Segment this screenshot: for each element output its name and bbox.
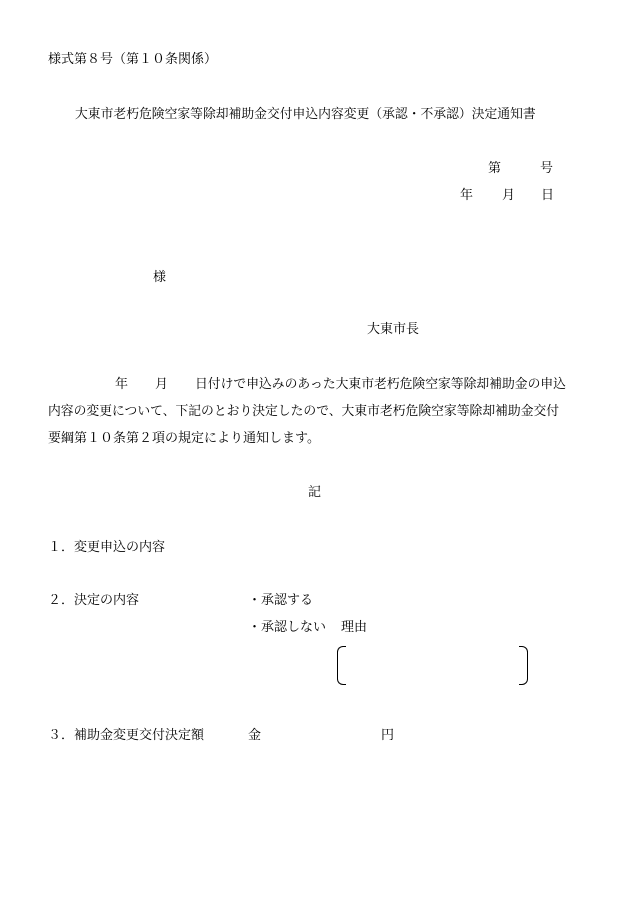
form-number: 様式第８号（第１０条関係） — [48, 52, 218, 67]
item-1-change-content: １．変更申込の内容 — [48, 540, 166, 555]
option-approve: ・承認する — [248, 593, 314, 608]
item-3-grant-amount: ３．補助金変更交付決定額 — [48, 728, 205, 743]
option-reject: ・承認しない — [248, 620, 327, 635]
reason-bracket-right — [519, 646, 528, 685]
date-day: 日 — [541, 188, 555, 203]
body-month: 月 — [155, 377, 169, 392]
body-line-1: 日付けで申込みのあった大東市老朽危険空家等除却補助金の申込 — [195, 377, 566, 392]
amount-en: 円 — [381, 728, 395, 743]
date-month: 月 — [502, 188, 516, 203]
doc-number-dai: 第 — [488, 161, 502, 176]
ki-heading: 記 — [308, 485, 322, 500]
document-title: 大東市老朽危険空家等除却補助金交付申込内容変更（承認・不承認）決定通知書 — [75, 107, 536, 122]
item-2-decision-content: ２．決定の内容 — [48, 593, 140, 608]
body-year: 年 — [115, 377, 129, 392]
date-year: 年 — [460, 188, 474, 203]
addressee-honorific: 様 — [153, 270, 167, 285]
amount-kin: 金 — [248, 728, 262, 743]
body-line-3: 要綱第１０条第２項の規定により通知します。 — [48, 431, 320, 446]
issuer-name: 大東市長 — [367, 322, 420, 337]
reason-label: 理由 — [341, 620, 368, 635]
reason-bracket-left — [337, 646, 346, 685]
body-line-2: 内容の変更について、下記のとおり決定したので、大東市老朽危険空家等除却補助金交付 — [48, 404, 560, 419]
doc-number-go: 号 — [540, 161, 554, 176]
